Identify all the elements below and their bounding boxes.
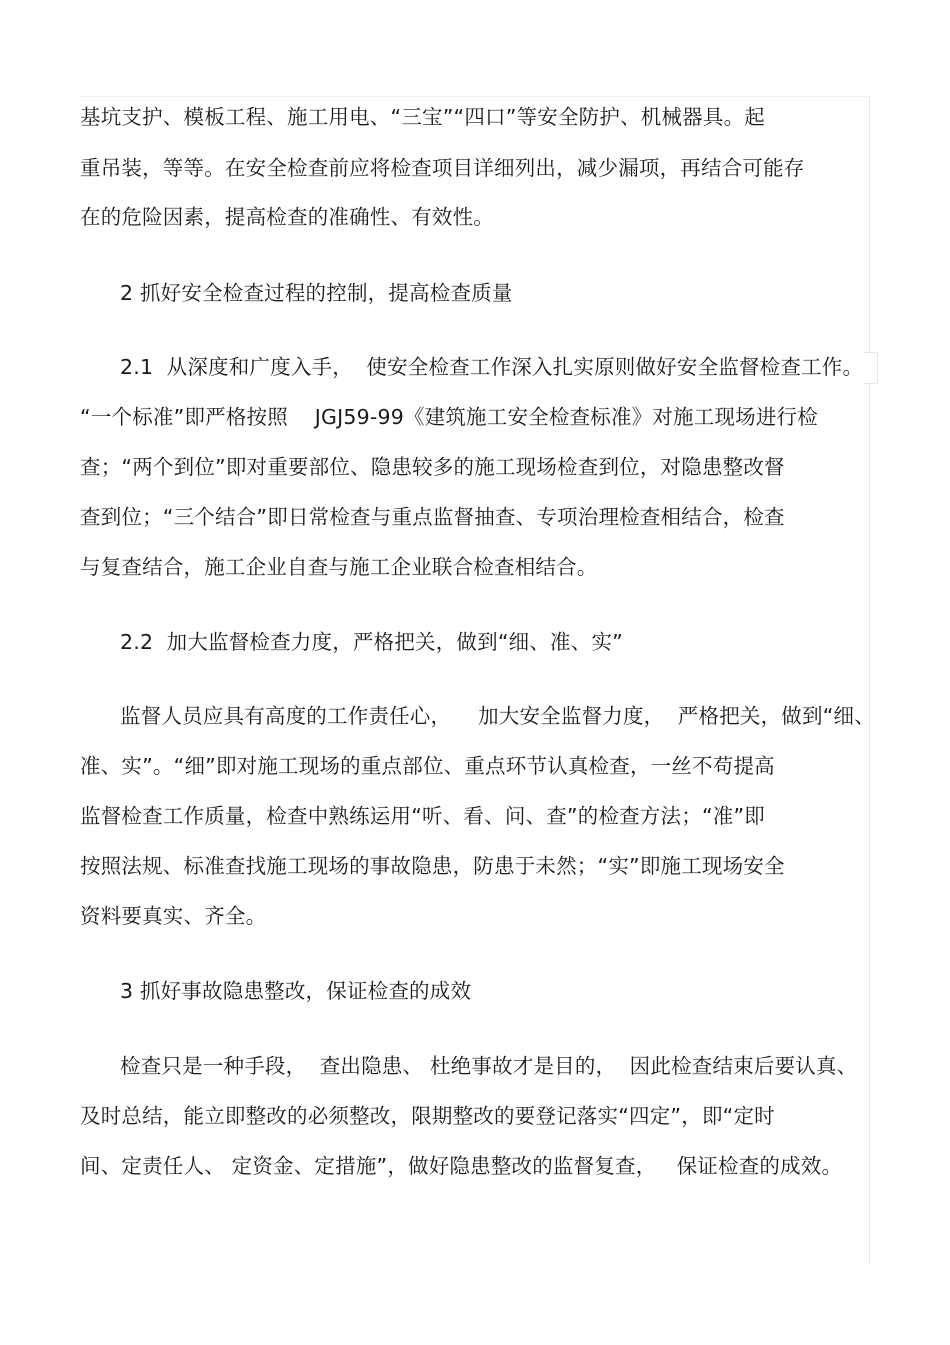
text-line: 监督检查工作质量，检查中熟练运用“听、看、问、查”的检查方法；“准”即 [80, 804, 765, 828]
text-line: 准、实”。“细”即对施工现场的重点部位、重点环节认真检查，一丝不苟提高 [80, 754, 775, 778]
page-edge-notch [863, 352, 878, 384]
text-line: “一个标准”即严格按照 JGJ59-99《建筑施工安全检查标准》对施工现场进行检 [80, 405, 818, 429]
text-line: 间、定责任人、 定资金、定措施”，做好隐患整改的监督复查， 保证检查的成效。 [80, 1154, 843, 1178]
section-heading: 2.2 加大监督检查力度，严格把关，做到“细、准、实” [120, 630, 623, 654]
text-line: 资料要真实、齐全。 [80, 904, 267, 928]
text-line: 2.1 从深度和广度入手， 使安全检查工作深入扎实原则做好安全监督检查工作。 [120, 355, 864, 379]
text-line: 按照法规、标准查找施工现场的事故隐患，防患于未然；“实”即施工现场安全 [80, 854, 785, 878]
text-line: 查；“两个到位”即对重要部位、隐患较多的施工现场检查到位，对隐患整改督 [80, 455, 785, 479]
text-line: 在的危险因素，提高检查的准确性、有效性。 [80, 205, 494, 229]
text-line: 检查只是一种手段， 查出隐患、 杜绝事故才是目的， 因此检查结束后要认真、 [120, 1054, 858, 1078]
text-line: 及时总结，能立即整改的必须整改，限期整改的要登记落实“四定”，即“定时 [80, 1104, 775, 1128]
section-heading: 3 抓好事故隐患整改，保证检查的成效 [120, 979, 472, 1003]
text-line: 查到位；“三个结合”即日常检查与重点监督抽查、专项治理检查相结合，检查 [80, 505, 785, 529]
text-line: 与复查结合，施工企业自查与施工企业联合检查相结合。 [80, 555, 598, 579]
text-line: 重吊装，等等。在安全检查前应将检查项目详细列出，减少漏项，再结合可能存 [80, 156, 805, 180]
text-line: 基坑支护、模板工程、施工用电、“三宝”“四口”等安全防护、机械器具。起 [80, 105, 765, 129]
page-edge-right [869, 96, 870, 1264]
page-edge-top [80, 96, 870, 97]
text-line: 监督人员应具有高度的工作责任心， 加大安全监督力度， 严格把关，做到“细、 [120, 704, 875, 728]
section-heading: 2 抓好安全检查过程的控制，提高检查质量 [120, 281, 513, 305]
